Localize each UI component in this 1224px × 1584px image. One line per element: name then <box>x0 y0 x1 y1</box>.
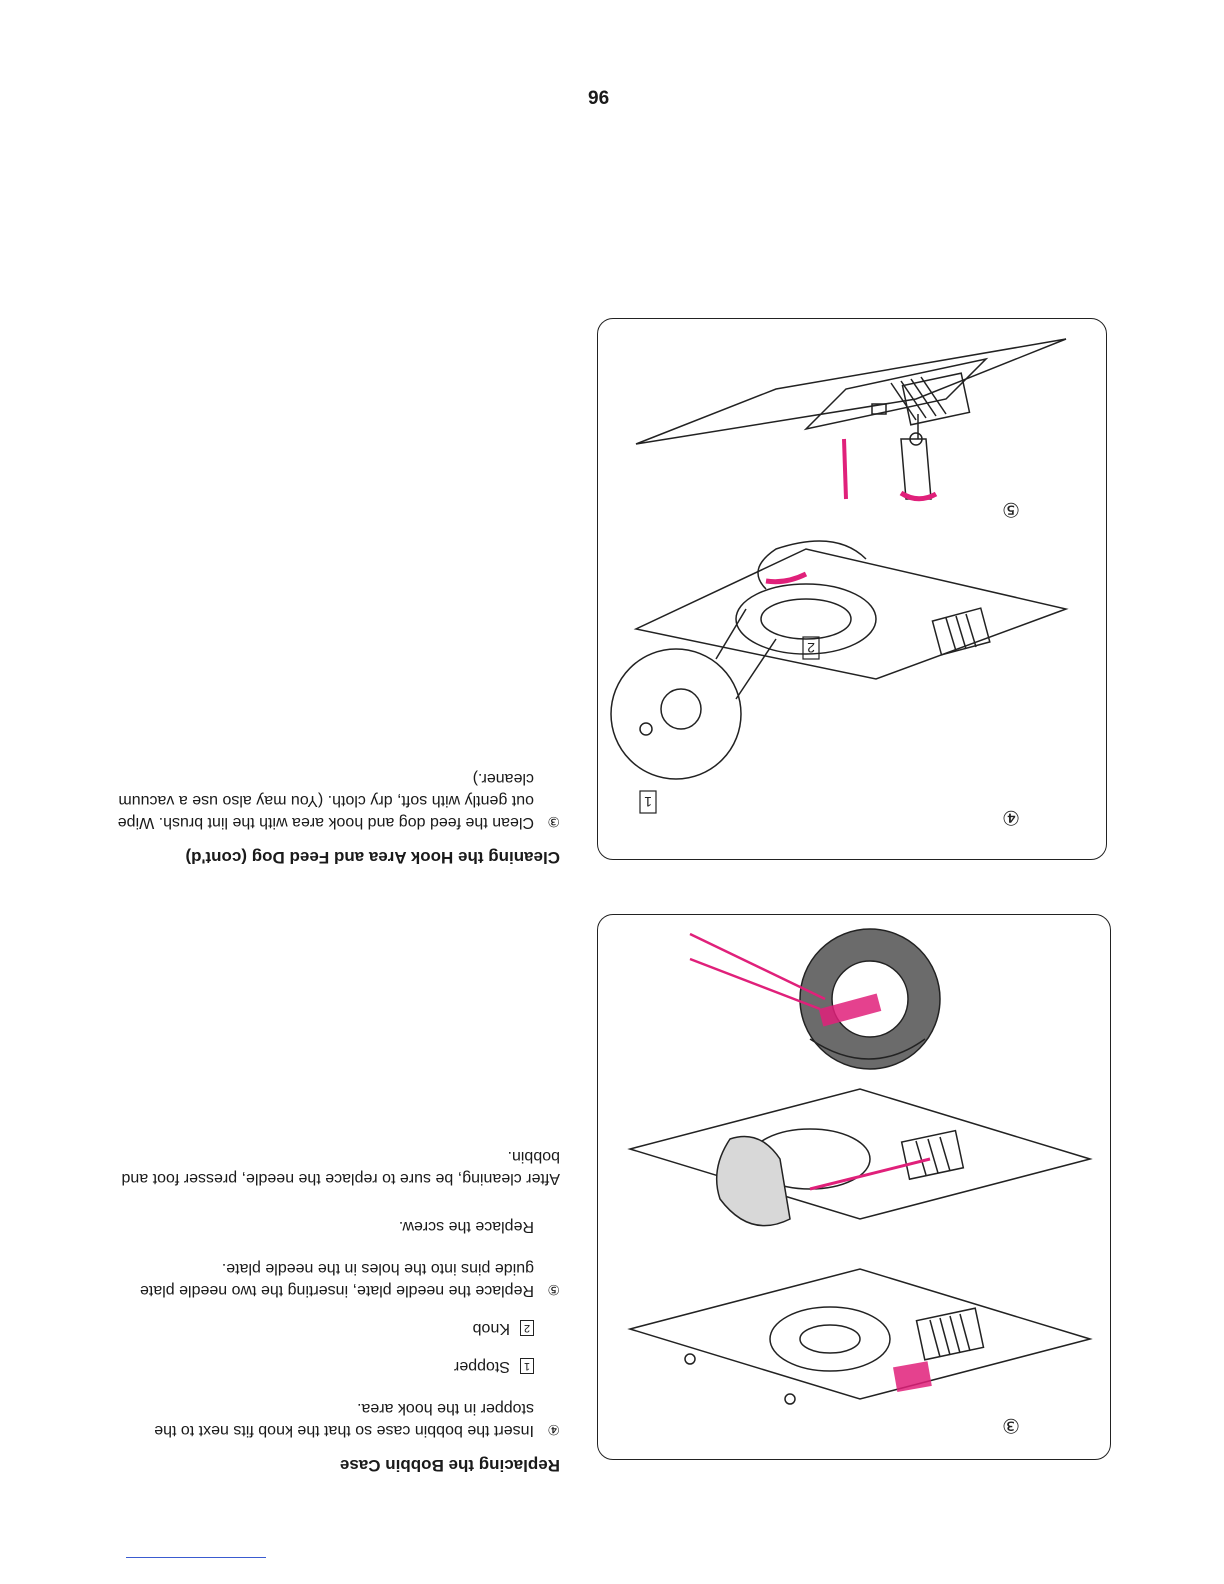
feed-dog-brush-drawing <box>630 1269 1090 1404</box>
figure-panel-step-3 <box>597 914 1111 1460</box>
step-text: Replace the needle plate, inserting the two needle plate guide pins into the holes in the needle plate. <box>139 1260 534 1299</box>
step-4 <box>110 1397 560 1441</box>
step-number: ③ <box>547 814 560 830</box>
step-text: Clean the feed dog and hook area with the lint brush. Wipe out gently with soft, dry cloth. (You may also use a vacuum cleaner.) <box>117 770 534 831</box>
step-5-extra: Replace the screw. <box>398 1218 534 1235</box>
needle-plate-drawing <box>636 339 1066 499</box>
step-text: Insert the bobbin case so that the knob fits next to the stopper in the hook area. <box>154 1400 534 1439</box>
footer-rule <box>126 1557 266 1558</box>
figure-label-3: ③ <box>1002 1414 1020 1436</box>
section-heading-cleaning: Cleaning the Hook Area and Feed Dog (cont'd) <box>185 848 560 867</box>
bobbin-case-drawing <box>611 541 1066 779</box>
step-5 <box>110 1257 560 1301</box>
part-label: Knob <box>472 1320 510 1337</box>
figure-label-5: ⑤ <box>1002 498 1020 520</box>
figure-panel-steps-4-5 <box>597 318 1107 860</box>
illustration-cleaning-hook-area <box>598 915 1110 1459</box>
step-number: ⑤ <box>547 1282 560 1298</box>
section-heading-replacing: Replacing the Bobbin Case <box>339 1456 560 1475</box>
part-label: Stopper <box>453 1358 510 1375</box>
step-3 <box>110 767 560 833</box>
part-number-box: 1 <box>520 1358 534 1374</box>
instruction-text-column <box>110 525 560 1475</box>
illustration-bobbin-case-and-needle-plate <box>598 319 1106 859</box>
hook-wipe-cloth-drawing <box>630 1089 1090 1226</box>
after-cleaning-note: After cleaning, be sure to replace the needle, presser foot and bobbin. <box>121 1148 560 1187</box>
page-number: 96 <box>588 88 610 109</box>
step-number: ④ <box>547 1422 560 1438</box>
part-knob <box>110 1317 534 1339</box>
part-number-box: 2 <box>520 1320 534 1336</box>
figure-label-4: ④ <box>1002 806 1020 828</box>
part-stopper <box>110 1355 534 1377</box>
callout-2: 2 <box>807 640 815 656</box>
callout-1: 1 <box>644 794 652 810</box>
